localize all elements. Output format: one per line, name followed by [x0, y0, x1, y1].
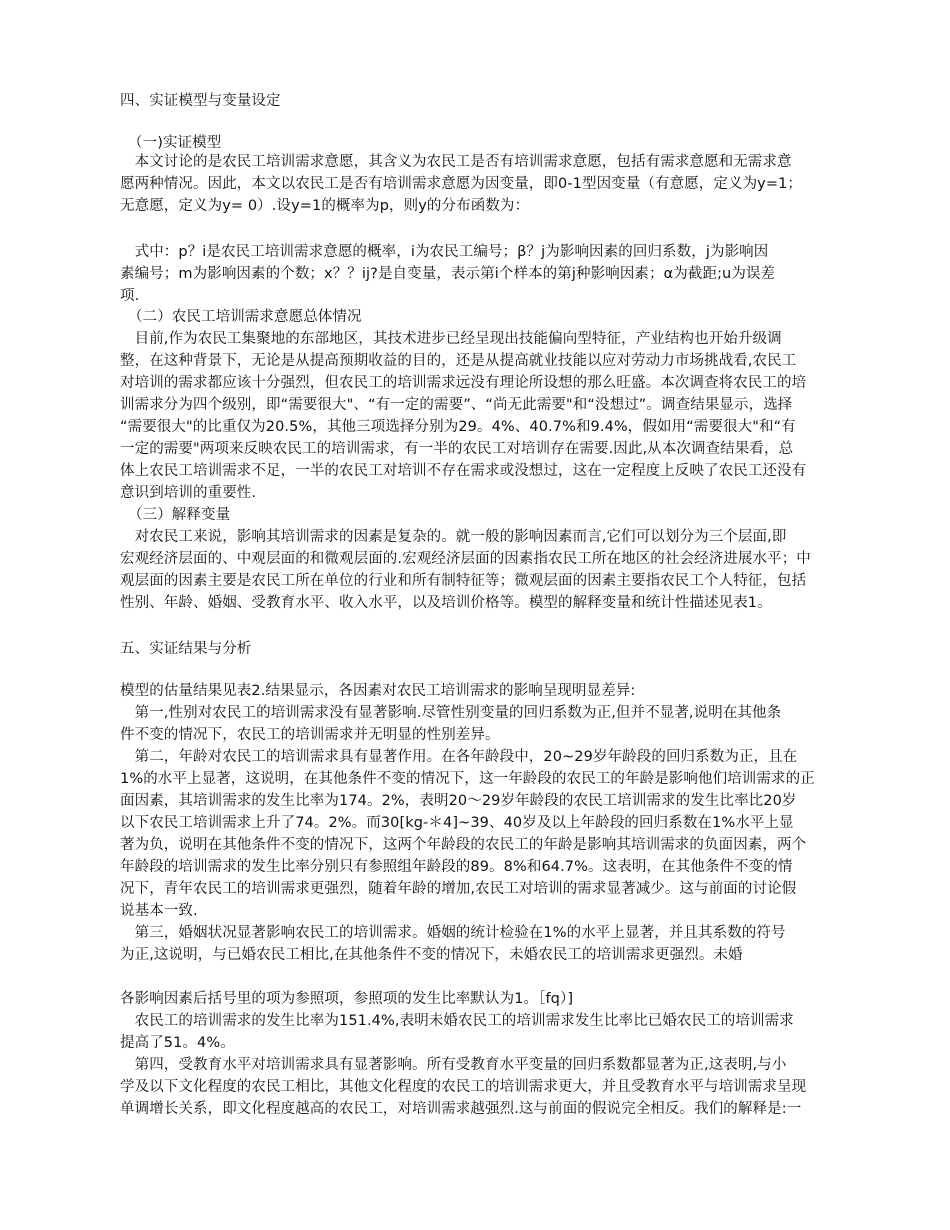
paragraph-line: 1%的水平上显著，这说明，在其他条件不变的情况下，这一年龄段的农民工的年龄是影响他们培训需求的正 [120, 771, 815, 787]
paragraph-line: 对培训的需求都应该十分强烈，但农民工的培训需求远没有理论所设想的那么旺盛。本次调查将农民工的培 [120, 375, 807, 391]
paragraph-line: 无意愿，定义为y= 0）.设y=1的概率为p，则y的分布函数为： [120, 198, 530, 214]
paragraph-line: “需要很大"的比重仅为20.5%，其他三项选择分别为29。4%、40.7%和9.4%，假如用“需要很大"和“有 [120, 419, 796, 435]
paragraph-line: 项. [120, 288, 140, 304]
paragraph-line: 目前,作为农民工集聚地的东部地区，其技术进步已经呈现出技能偏向型特征，产业结构也开始升级调 [120, 331, 782, 347]
paragraph-line: 面因素，其培训需求的发生比率为174。2%，表明20～29岁年龄段的农民工培训需求的发生比率比20岁 [120, 793, 797, 809]
paragraph-line: 整，在这种背景下，无论是从提高预期收益的目的，还是从提高就业技能以应对劳动力市场挑战看,农民工 [120, 353, 797, 369]
paragraph-line: 对农民工来说，影响其培训需求的因素是复杂的。就一般的影响因素而言,它们可以划分为三个层面,即 [120, 529, 787, 545]
subsection-heading-3: （三）解释变量 [128, 507, 231, 523]
subsection-heading-2: （二）农民工培训需求意愿总体情况 [128, 309, 362, 325]
paragraph-line: 观层面的因素主要是农民工所在单位的行业和所有制特征等；微观层面的因素主要指农民工个人特征，包括 [120, 573, 807, 589]
paragraph-line: 以下农民工培训需求上升了74。2%。而30[kg-＊4]~39、40岁及以上年龄段的回归系数在1%水平上显 [120, 815, 794, 831]
table-note-line: 各影响因素后括号里的项为参照项，参照项的发生比率默认为1。［fq）] [120, 991, 574, 1007]
paragraph-line: 第三，婚姻状况显著影响农民工的培训需求。婚姻的统计检验在1%的水平上显著，并且其系数的符号 [120, 925, 786, 941]
subsection-heading-1: （一)实证模型 [128, 135, 222, 151]
paragraph-line: 第一,性别对农民工的培训需求没有显著影响.尽管性别变量的回归系数为正,但并不显著,说明在其他条 [120, 705, 782, 721]
paragraph-line: 农民工的培训需求的发生比率为151.4%,表明未婚农民工的培训需求发生比率比已婚农民工的培训需求 [120, 1013, 794, 1029]
paragraph-line: 式中：p？i是农民工培训需求意愿的概率，i为农民工编号；β？j为影响因素的回归系数，j为影响因 [120, 244, 769, 260]
paragraph-line: 况下，青年农民工的培训需求更强烈，随着年龄的增加,农民工对培训的需求显著减少。这与前面的讨论假 [120, 881, 797, 897]
paragraph-line: 意识到培训的重要性. [120, 485, 257, 501]
paragraph-line: 说基本一致. [120, 903, 198, 919]
paragraph-line: 第四，受教育水平对培训需求具有显著影响。所有受教育水平变量的回归系数都显著为正,这表明,与小 [120, 1057, 787, 1073]
paragraph-line: 学及以下文化程度的农民工相比，其他文化程度的农民工的培训需求更大，并且受教育水平与培训需求呈现 [120, 1079, 807, 1095]
paragraph-line: 愿两种情况。因此，本文以农民工是否有培训需求意愿为因变量，即0-1型因变量（有意愿，定义为y=1； [120, 176, 803, 192]
paragraph-line: 著为负，说明在其他条件不变的情况下，这两个年龄段的农民工的年龄是影响其培训需求的负面因素，两个 [120, 837, 807, 853]
paragraph-line: 年龄段的培训需求的发生比率分别只有参照组年龄段的89。8%和64.7%。这表明，在其他条件不变的情 [120, 859, 793, 875]
section-heading-5: 五、实证结果与分析 [120, 641, 252, 657]
paragraph-line: 体上农民工培训需求不足，一半的农民工对培训不存在需求或没想过，这在一定程度上反映了农民工还没有 [120, 463, 807, 479]
section-heading-4: 四、实证模型与变量设定 [120, 93, 281, 109]
paragraph-line: 训需求分为四个级别，即“需要很大"、“有一定的需要”、“尚无此需要"和“没想过”。调查结果显示，选择 [120, 397, 793, 413]
paragraph-line: 一定的需要"两项来反映农民工的培训需求，有一半的农民工对培训存在需要.因此,从本次调查结果看，总 [120, 441, 794, 457]
paragraph-line: 第二，年龄对农民工的培训需求具有显著作用。在各年龄段中，20~29岁年龄段的回归系数为正，且在 [120, 749, 798, 765]
paragraph-line: 本文讨论的是农民工培训需求意愿，其含义为农民工是否有培训需求意愿，包括有需求意愿和无需求意 [120, 154, 792, 170]
paragraph-line: 宏观经济层面的、中观层面的和微观层面的.宏观经济层面的因素指农民工所在地区的社会经济进展水平；中 [120, 551, 811, 567]
paragraph-line: 提高了51。4%。 [120, 1035, 235, 1051]
paragraph-line: 为正,这说明，与已婚农民工相比,在其他条件不变的情况下，未婚农民工的培训需求更强烈。未婚 [120, 947, 743, 963]
paragraph-line: 性别、年龄、婚姻、受教育水平、收入水平，以及培训价格等。模型的解释变量和统计性描述见表1。 [120, 595, 772, 611]
paragraph-line: 素编号；m为影响因素的个数；x？？ij?是自变量，表示第i个样本的第j种影响因素；α为截距;u为误差 [120, 266, 776, 282]
paragraph-line: 单调增长关系，即文化程度越高的农民工，对培训需求越强烈.这与前面的假说完全相反。我们的解释是:一 [120, 1101, 802, 1117]
paragraph-line: 件不变的情况下，农民工的培训需求并无明显的性别差异。 [120, 727, 500, 743]
paragraph-line: 模型的估量结果见表2.结果显示，各因素对农民工培训需求的影响呈现明显差异: [120, 683, 636, 699]
